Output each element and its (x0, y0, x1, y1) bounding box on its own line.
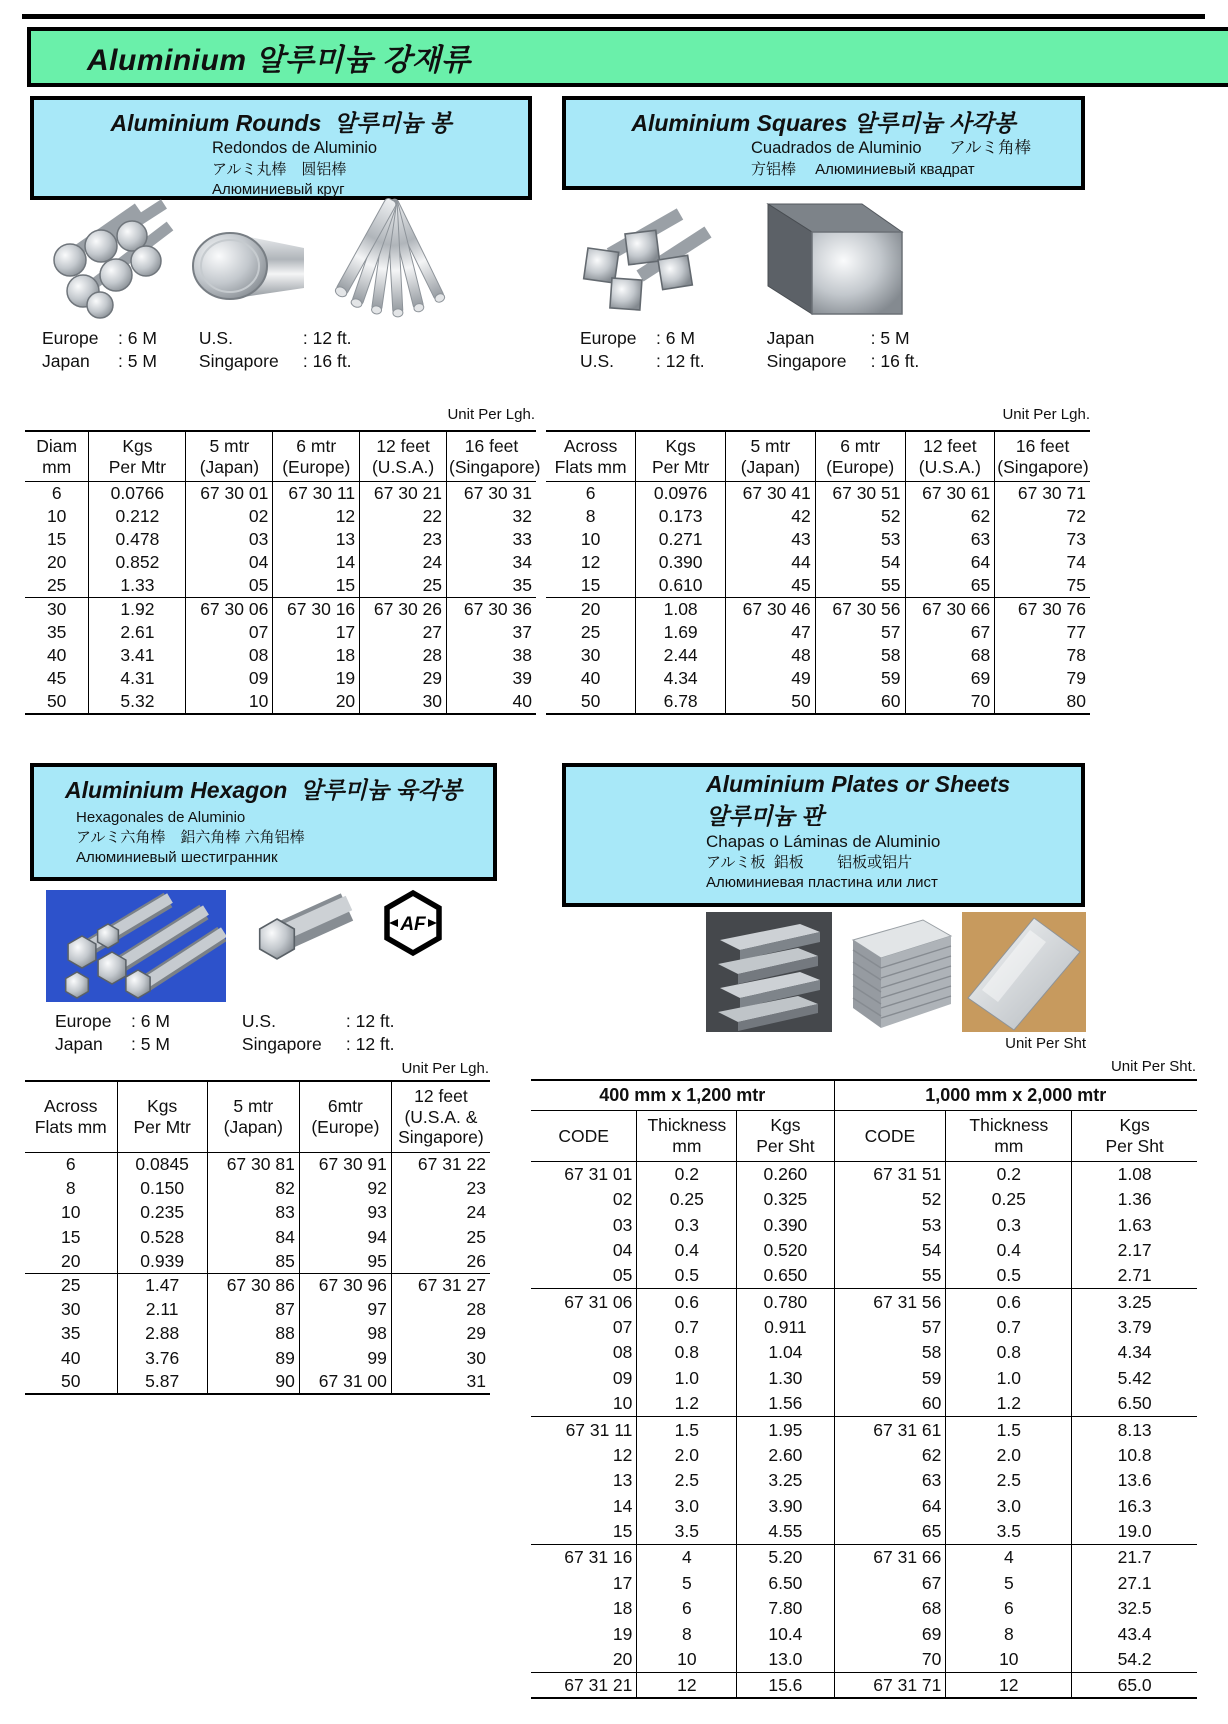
table-row: 45 4.31 09 19 29 39 (25, 667, 536, 690)
table-row: 35 2.61 07 17 27 37 (25, 621, 536, 644)
round-bar-end-photo (186, 208, 312, 320)
squares-lengths-left: Europe : 6 M U.S. : 12 ft. (580, 328, 705, 371)
table-row: 50 5.32 10 20 30 40 (25, 690, 536, 713)
hexagon-lengths-left: Europe : 6 M Japan : 5 M (55, 1011, 170, 1054)
rounds-lengths (42, 327, 352, 373)
table-row: 50 5.87 90 67 31 00 31 (25, 1370, 490, 1394)
hex-bar-photo (245, 893, 363, 973)
table-row: 15 0.478 03 13 23 33 (25, 528, 536, 551)
table-row: 35 2.88 88 98 29 (25, 1322, 490, 1346)
table-row: 8 0.150 82 92 23 (25, 1177, 490, 1201)
rounds-table: Diam mm Kgs Per Mtr 5 mtr (Japan) 6 mtr (Europe) 12 feet (U.S.A.) 16 feet (Singapore) 6 0.0766 67 30 01 67 30 11 67 30 21 67 30 31 10 0.212 02 12 22 32 15 0.478 03 13 23 33 20 0.852 04 14 24 34 25 1.33 05 15 25 35 30 1.92 67 30 06 67 30 16 67 30 26 67 30 36 35 2.61 07 17 27 37 40 3.41 08 18 28 38 45 4.31 09 19 29 39 50 5.32 10 20 30 40 (25, 430, 536, 715)
squares-panel (562, 96, 1085, 190)
table-row: 6 0.0845 67 30 81 67 30 91 67 31 22 (25, 1152, 490, 1176)
table-row: 6 0.0976 67 30 41 67 30 51 67 30 61 67 30 71 (546, 482, 1090, 505)
table-row: 25 1.47 67 30 86 67 30 96 67 31 27 (25, 1273, 490, 1297)
table-row: 14 3.0 3.90 64 3.0 16.3 (531, 1494, 1197, 1520)
table-row: 67 31 21 12 15.6 67 31 71 12 65.0 (531, 1673, 1197, 1699)
table-row: 19 8 10.4 69 8 43.4 (531, 1622, 1197, 1648)
hexagon-unit-label: Unit Per Lgh. (401, 1060, 489, 1077)
table-row: 20 1.08 67 30 46 67 30 56 67 30 66 67 30 76 (546, 598, 1090, 621)
plates-panel (562, 763, 1085, 907)
table-row: 25 1.33 05 15 25 35 (25, 575, 536, 598)
rounds-title: Aluminium Rounds 알루미늄 봉 (110, 110, 452, 136)
rounds-panel (30, 96, 532, 200)
hexagon-title: Aluminium Hexagon 알루미늄 육각봉 (64, 777, 463, 803)
rounds-lengths-left: Europe : 6 M Japan : 5 M (42, 328, 157, 371)
table-row: 30 2.44 48 58 68 78 (546, 644, 1090, 667)
page-title-bar (27, 27, 1228, 87)
af-label: AF (400, 914, 426, 935)
table-row: 40 3.41 08 18 28 38 (25, 644, 536, 667)
table-row: 09 1.0 1.30 59 1.0 5.42 (531, 1366, 1197, 1392)
table-row: 15 0.610 45 55 65 75 (546, 575, 1090, 598)
square-bar-photo (734, 198, 912, 322)
table-row: 03 0.3 0.390 53 0.3 1.63 (531, 1212, 1197, 1238)
table-row: 40 3.76 89 99 30 (25, 1346, 490, 1370)
plates-titles: Aluminium Plates or Sheets 알루미늄 판 Chapas o Láminas de Aluminio アルミ板 鋁板 铝板或铝片 Алюминиевая пластина или лист (706, 771, 1081, 893)
plates-table: 400 mm x 1,200 mtr 1,000 mm x 2,000 mtr CODE Thickness mm Kgs Per Sht CODE Thickness mm Kgs Per Sht 67 31 01 0.2 0.260 67 31 51 0.2 1.08 02 0.25 0.325 52 0.25 1.36 03 0.3 0.390 53 0.3 1.63 04 0.4 0.520 54 0.4 2.17 05 0.5 0.650 55 0.5 2.71 67 31 06 0.6 0.780 67 31 56 0.6 3.25 07 0.7 0.911 57 0.7 3.79 08 0.8 1.04 58 0.8 4.34 09 1.0 1.30 59 1.0 5.42 10 1.2 1.56 60 1.2 6.50 67 31 11 1.5 1.95 67 31 61 1.5 8.13 12 2.0 2.60 62 2.0 10.8 13 2.5 3.25 63 2.5 13.6 14 3.0 3.90 64 3.0 16.3 15 3.5 4.55 65 3.5 19.0 67 31 16 4 5.20 67 31 66 4 21.7 17 5 6.50 67 5 27.1 18 6 7.80 68 6 32.5 19 8 10.4 69 8 43.4 20 10 13.0 70 10 54.2 67 31 21 12 15.6 67 31 71 12 65.0 (531, 1079, 1197, 1699)
plates-image-unit-label: Unit Per Sht (1005, 1035, 1086, 1052)
plate-stack-photo (706, 912, 832, 1032)
rounds-subtitles: Redondos de Aluminio アルミ丸棒 圆铝棒 Алюминиевый круг (212, 139, 378, 198)
table-row: 30 1.92 67 30 06 67 30 16 67 30 26 67 30 36 (25, 598, 536, 621)
plates-title-line2: 알루미늄 판 (706, 803, 824, 829)
squares-subtitles: Cuadrados de Aluminio アルミ角棒 方铝棒 Алюминиевый квадрат (751, 139, 1031, 178)
table-row: 20 0.939 85 95 26 (25, 1249, 490, 1273)
squares-unit-label: Unit Per Lgh. (1002, 406, 1090, 423)
single-sheet-photo (962, 912, 1086, 1032)
table-row: 10 0.212 02 12 22 32 (25, 505, 536, 528)
plates-unit-label: Unit Per Sht. (1110, 1058, 1196, 1075)
across-flats-diagram (377, 888, 449, 958)
table-row: 67 31 06 0.6 0.780 67 31 56 0.6 3.25 (531, 1289, 1197, 1315)
page-title: Aluminium 알루미늄 강재류 (87, 44, 471, 77)
top-rule (22, 14, 1205, 19)
sheet-stack-photo (845, 912, 957, 1032)
hex-bars-bundle-photo (46, 890, 226, 1002)
square-bars-bundle-photo (568, 204, 714, 320)
table-row: 20 10 13.0 70 10 54.2 (531, 1647, 1197, 1673)
table-row: 40 4.34 49 59 69 79 (546, 667, 1090, 690)
table-row: 20 0.852 04 14 24 34 (25, 551, 536, 574)
table-row: 07 0.7 0.911 57 0.7 3.79 (531, 1315, 1197, 1341)
hexagon-lengths-right: U.S. : 12 ft. Singapore : 12 ft. (241, 1011, 395, 1054)
squares-table: Across Flats mm Kgs Per Mtr 5 mtr (Japan) 6 mtr (Europe) 12 feet (U.S.A.) 16 feet (Singapore) 6 0.0976 67 30 41 67 30 51 67 30 61 67 30 71 8 0.173 42 52 62 72 10 0.271 43 53 63 73 12 0.390 44 54 64 74 15 0.610 45 55 65 75 20 1.08 67 30 46 67 30 56 67 30 66 67 30 76 25 1.69 47 57 67 77 30 2.44 48 58 68 78 40 4.34 49 59 69 79 50 6.78 50 60 70 80 (546, 430, 1090, 715)
plates-title-line1: Aluminium Plates or Sheets (706, 771, 1011, 797)
table-row: 12 2.0 2.60 62 2.0 10.8 (531, 1443, 1197, 1469)
rounds-unit-label: Unit Per Lgh. (447, 406, 535, 423)
squares-lengths-right: Japan : 5 M Singapore : 16 ft. (766, 328, 920, 371)
table-row: 6 0.0766 67 30 01 67 30 11 67 30 21 67 30 31 (25, 482, 536, 505)
hexagon-subtitles: Hexagonales de Aluminio アルミ六角棒 鋁六角棒 六角铝棒 Алюминиевый шестигранник (76, 809, 305, 866)
hexagon-table: Across Flats mm Kgs Per Mtr 5 mtr (Japan) 6mtr (Europe) 12 feet (U.S.A. & Singapore) 6 0.0845 67 30 81 67 30 91 67 31 22 8 0.150 82 92 23 10 0.235 83 93 24 15 0.528 84 94 25 20 0.939 85 95 26 25 1.47 67 30 86 67 30 96 67 31 27 30 2.11 87 97 28 35 2.88 88 98 29 40 3.76 89 99 30 50 5.87 90 67 31 00 31 (25, 1080, 490, 1395)
round-bars-bundle-photo (38, 198, 180, 320)
table-row: 67 31 11 1.5 1.95 67 31 61 1.5 8.13 (531, 1417, 1197, 1443)
table-row: 17 5 6.50 67 5 27.1 (531, 1571, 1197, 1597)
table-row: 12 0.390 44 54 64 74 (546, 551, 1090, 574)
table-row: 10 0.271 43 53 63 73 (546, 528, 1090, 551)
squares-lengths (580, 327, 919, 373)
squares-title: Aluminium Squares 알루미늄 사각봉 (631, 110, 1016, 136)
hexagon-panel (30, 763, 497, 881)
table-row: 50 6.78 50 60 70 80 (546, 690, 1090, 713)
table-row: 05 0.5 0.650 55 0.5 2.71 (531, 1263, 1197, 1289)
rounds-lengths-right: U.S. : 12 ft. Singapore : 16 ft. (198, 328, 352, 371)
round-bars-fan-photo (316, 198, 468, 320)
table-row: 10 1.2 1.56 60 1.2 6.50 (531, 1391, 1197, 1417)
table-row: 15 3.5 4.55 65 3.5 19.0 (531, 1519, 1197, 1545)
table-row: 25 1.69 47 57 67 77 (546, 621, 1090, 644)
table-row: 67 31 01 0.2 0.260 67 31 51 0.2 1.08 (531, 1161, 1197, 1187)
table-row: 67 31 16 4 5.20 67 31 66 4 21.7 (531, 1545, 1197, 1571)
hexagon-lengths (55, 1010, 395, 1056)
table-row: 8 0.173 42 52 62 72 (546, 505, 1090, 528)
table-row: 02 0.25 0.325 52 0.25 1.36 (531, 1187, 1197, 1213)
table-row: 18 6 7.80 68 6 32.5 (531, 1596, 1197, 1622)
table-row: 15 0.528 84 94 25 (25, 1225, 490, 1249)
table-row: 13 2.5 3.25 63 2.5 13.6 (531, 1468, 1197, 1494)
table-row: 10 0.235 83 93 24 (25, 1201, 490, 1225)
table-row: 08 0.8 1.04 58 0.8 4.34 (531, 1340, 1197, 1366)
table-row: 30 2.11 87 97 28 (25, 1298, 490, 1322)
table-row: 04 0.4 0.520 54 0.4 2.17 (531, 1238, 1197, 1264)
